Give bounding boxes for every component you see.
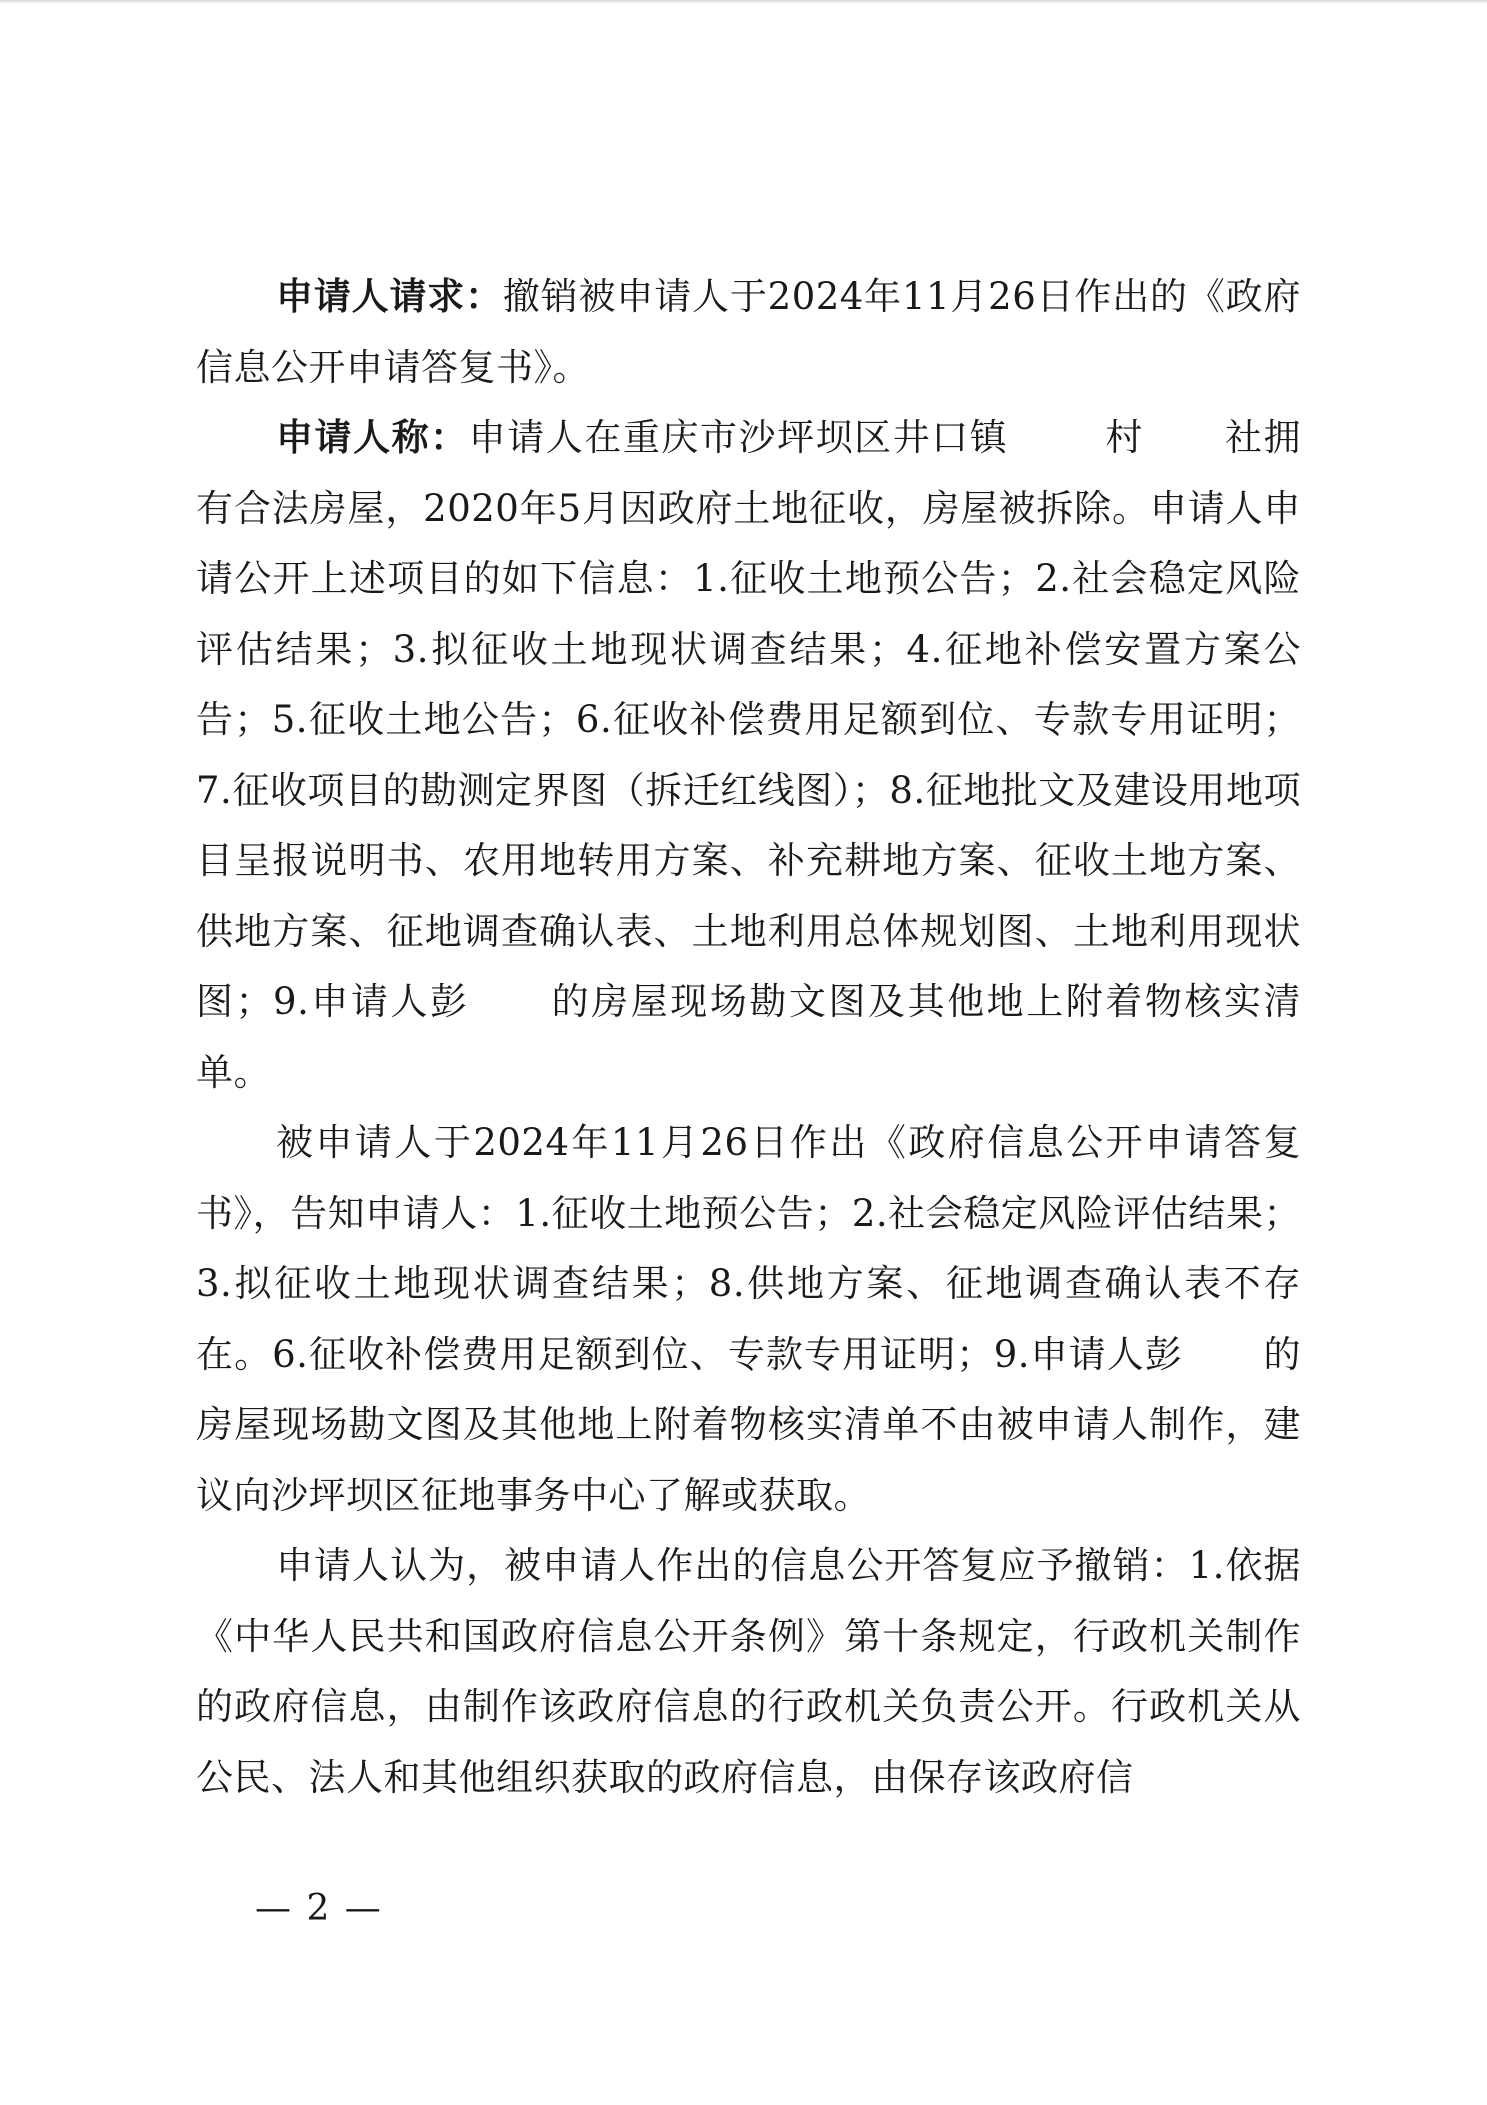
claim-text-location: 申请人在重庆市沙坪坝区井口镇	[468, 416, 1009, 459]
request-heading: 申请人请求：	[276, 275, 503, 318]
reply-paragraph	[196, 1108, 1301, 1531]
page-number: — 2 —	[255, 1888, 383, 1929]
request-text: 撤销被申请人于2024年11月26日作出的《政府信息公开申请答复书》。	[196, 275, 1301, 389]
argument-text: 申请人认为，被申请人作出的信息公开答复应予撤销：1.依据《中华人民共和国政府信息公开条例》第十条规定，行政机关制作的政府信息，由制作该政府信息的行政机关负责公开。行政机关从公民、法人和其他组织获取的政府信息，由保存该政府信	[196, 1544, 1301, 1799]
claim-text-body: 社拥有合法房屋，2020年5月因政府土地征收，房屋被拆除。申请人申请公开上述项目的如下信息：1.征收土地预公告；2.社会稳定风险评估结果；3.拟征收土地现状调查结果；4.征地补偿安置方案公告；5.征收土地公告；6.征收补偿费用足额到位、专款专用证明；7.征收项目的勘测定界图（拆迁红线图）；8.征地批文及建设用地项目呈报说明书、农用地转用方案、补充耕地方案、征收土地方案、供地方案、征地调查确认表、土地利用总体规划图、土地利用现状图；9.申请人彭	[196, 416, 1302, 1023]
argument-paragraph	[196, 1531, 1301, 1813]
document-body	[196, 262, 1301, 1813]
reply-text-body: 被申请人于2024年11月26日作出《政府信息公开申请答复书》，告知申请人：1.征收土地预公告；2.社会稳定风险评估结果；3.拟征收土地现状调查结果；8.供地方案、征地调查确认表不存在。6.征收补偿费用足额到位、专款专用证明；9.申请人彭	[196, 1121, 1301, 1376]
request-paragraph	[196, 262, 1301, 403]
reply-text-end: 的房屋现场勘文图及其他地上附着物核实清单不由被申请人制作，建议向沙坪坝区征地事务中心了解或获取。	[196, 1332, 1301, 1517]
claim-text-village-suffix: 村	[1104, 416, 1144, 459]
top-edge-rule	[0, 0, 1487, 4]
claim-text-end: 的房屋现场勘文图及其他地上附着物核实清单。	[196, 980, 1301, 1094]
claim-paragraph	[196, 403, 1301, 1108]
claim-heading: 申请人称：	[276, 416, 469, 459]
